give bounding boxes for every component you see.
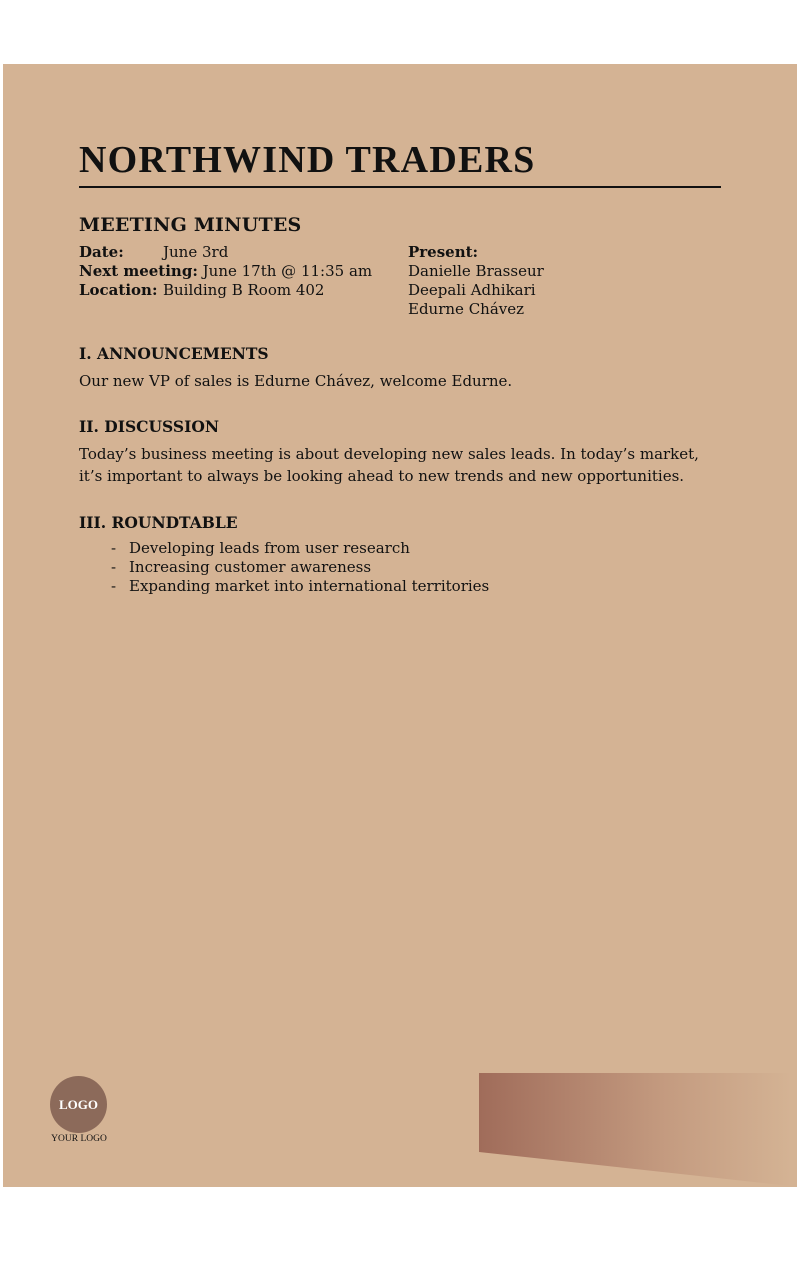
list-item-text: Expanding market into international territories <box>129 577 490 595</box>
logo-caption: YOUR LOGO <box>51 1134 107 1144</box>
title-divider <box>79 186 721 188</box>
location-label: Location: <box>79 281 158 299</box>
discussion-text: Today’s business meeting is about developing new sales leads. In today’s market, it’s important to always be looking ahead to new trends and new opportunities. <box>79 445 699 485</box>
bullet-dash: - <box>111 558 117 576</box>
attendee-name: Danielle Brasseur <box>408 262 544 280</box>
list-item <box>111 539 489 558</box>
location-row <box>79 281 372 300</box>
list-item <box>111 577 489 596</box>
section-heading-discussion: II. DISCUSSION <box>79 417 219 436</box>
decorative-gradient-band <box>479 1073 791 1186</box>
date-value: June 3rd <box>163 243 229 261</box>
meeting-details <box>79 243 372 300</box>
company-name: NORTHWIND TRADERS <box>79 139 536 181</box>
attendees <box>408 243 544 319</box>
list-item-text: Developing leads from user research <box>129 539 410 557</box>
location-value: Building B Room 402 <box>163 281 325 299</box>
section-heading-announcements: I. ANNOUNCEMENTS <box>79 344 269 363</box>
document-page <box>3 64 797 1187</box>
attendee-name: Edurne Chávez <box>408 300 525 318</box>
document-title: MEETING MINUTES <box>79 214 302 236</box>
list-item-text: Increasing customer awareness <box>129 558 372 576</box>
logo-text: LOGO <box>58 1096 98 1112</box>
next-meeting-value: June 17th @ 11:35 am <box>202 262 373 280</box>
attendee-name: Deepali Adhikari <box>408 281 536 299</box>
date-row <box>79 243 372 262</box>
present-label: Present: <box>408 243 479 261</box>
bullet-dash: - <box>111 577 117 595</box>
date-label: Date: <box>79 243 124 261</box>
roundtable-list <box>111 539 489 596</box>
next-meeting-label: Next meeting: <box>79 262 198 280</box>
bullet-dash: - <box>111 539 117 557</box>
list-item <box>111 558 489 577</box>
announcements-text: Our new VP of sales is Edurne Chávez, welcome Edurne. <box>79 372 513 390</box>
section-heading-roundtable: III. ROUNDTABLE <box>79 513 238 532</box>
logo-badge <box>50 1076 107 1133</box>
next-meeting-row <box>79 262 372 281</box>
